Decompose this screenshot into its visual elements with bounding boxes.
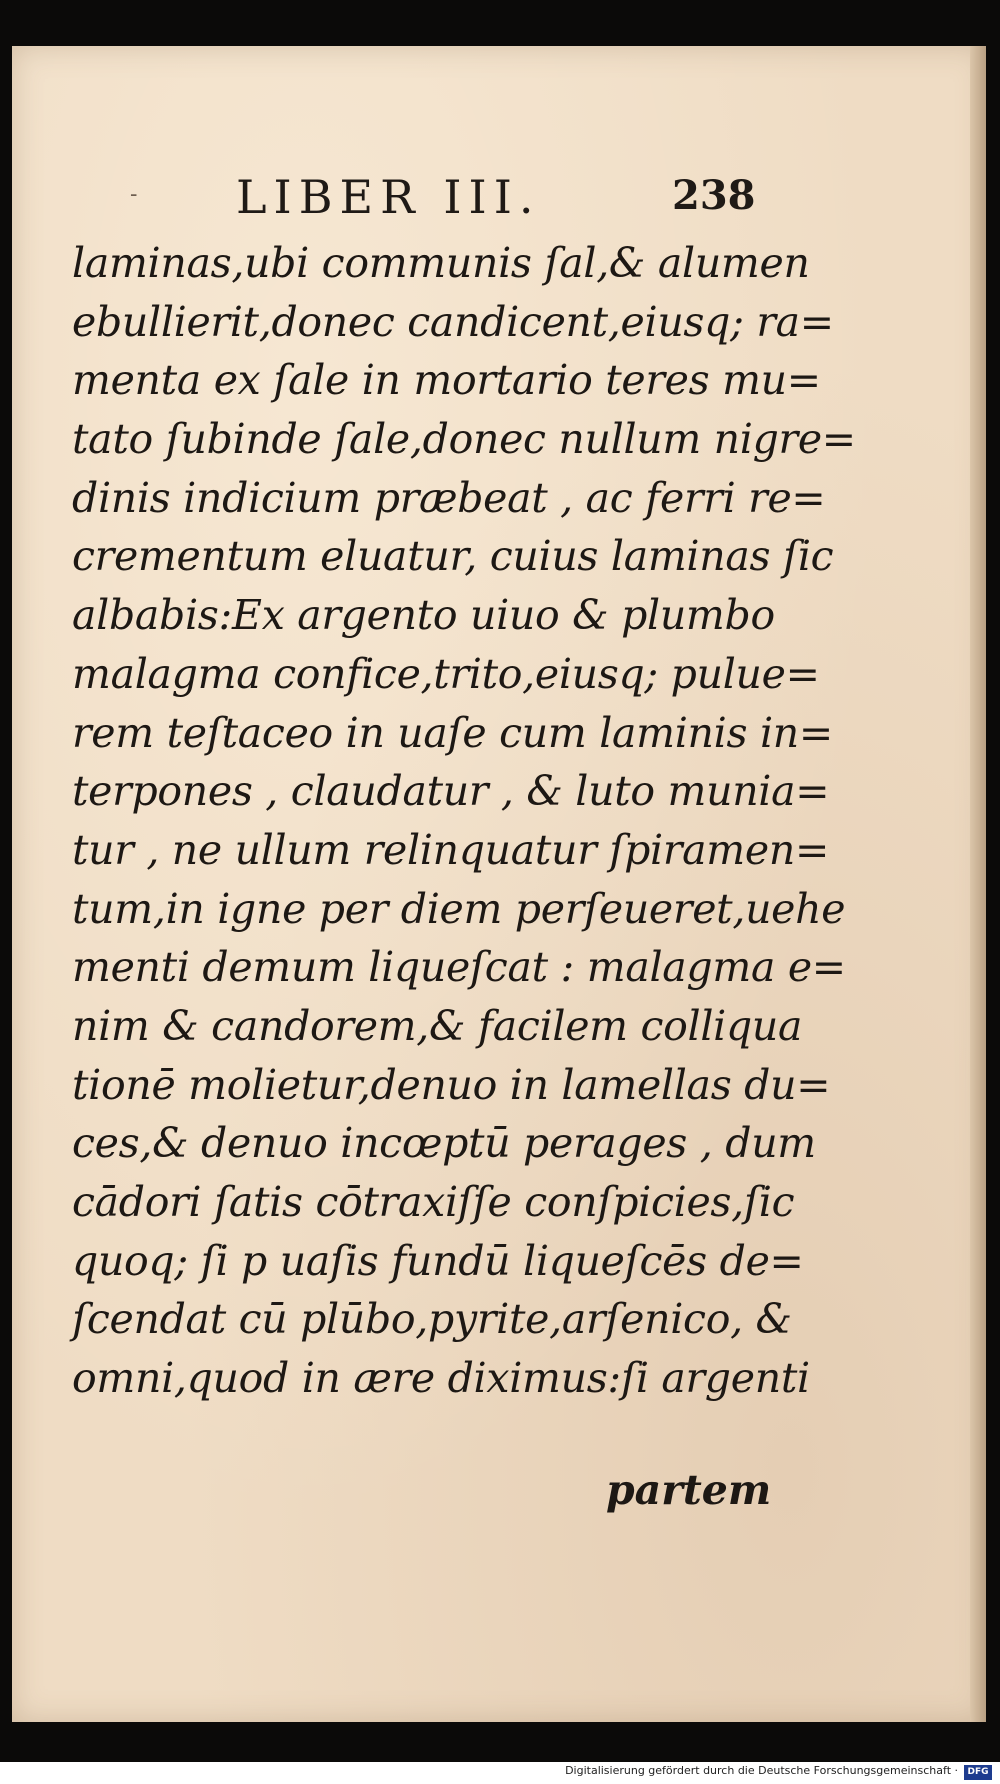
text-line: tur , ne ullum relinquatur ſpiramen= — [72, 825, 830, 874]
dfg-logo-icon: DFG — [964, 1765, 992, 1780]
body-text — [72, 234, 856, 1408]
footer-bar — [0, 1762, 1000, 1784]
text-line: laminas,ubi communis ſal,& alumen — [72, 239, 810, 287]
page-edge — [970, 46, 986, 1722]
funding-credit: Digitalisierung gefördert durch die Deutsche Forschungsgemeinschaft · — [565, 1764, 958, 1777]
page-header — [12, 170, 986, 240]
running-head: LIBER III. — [236, 170, 541, 224]
text-line: ces,& denuo incœptū perages , dum — [72, 1119, 816, 1168]
text-line: tionē molietur,denuo in lamellas du= — [72, 1060, 831, 1109]
text-line: rem teſtaceo in uaſe cum laminis in= — [72, 708, 833, 757]
folio-number: 238 — [672, 172, 756, 219]
text-line: crementum eluatur, cuius laminas ſic — [72, 532, 834, 581]
book-page — [12, 46, 986, 1722]
text-line: albabis:Ex argento uiuo & plumbo — [72, 591, 775, 640]
text-line: menti demum liqueſcat : malagma e= — [72, 943, 846, 992]
text-line: ſcendat cū plūbo,pyrite,arſenico, & — [72, 1295, 792, 1344]
text-line: quoq; ſi p uaſis fundū liqueſcēs de= — [72, 1236, 804, 1285]
text-line: tato ſubinde ſale,donec nullum nigre= — [72, 415, 856, 464]
text-line: tum,in igne per diem perſeueret,uehe — [72, 884, 846, 933]
text-line: malagma confice,trito,eiusq; pulue= — [72, 649, 820, 698]
catchword: partem — [606, 1466, 772, 1514]
text-line: omni,quod in ære diximus:ſi argenti — [72, 1354, 810, 1403]
text-line: nim & candorem,& facilem colliqua — [72, 1001, 803, 1050]
text-line: menta ex ſale in mortario teres mu= — [72, 356, 821, 405]
text-line: dinis indicium præbeat , ac ferri re= — [72, 473, 826, 522]
text-line: ebullierit,donec candicent,eiusq; ra= — [72, 297, 834, 346]
header-mark: - — [130, 182, 138, 207]
text-line: terpones , claudatur , & luto munia= — [72, 767, 830, 816]
text-line: cādori ſatis cōtraxiſſe conſpicies,ſic — [72, 1178, 795, 1226]
